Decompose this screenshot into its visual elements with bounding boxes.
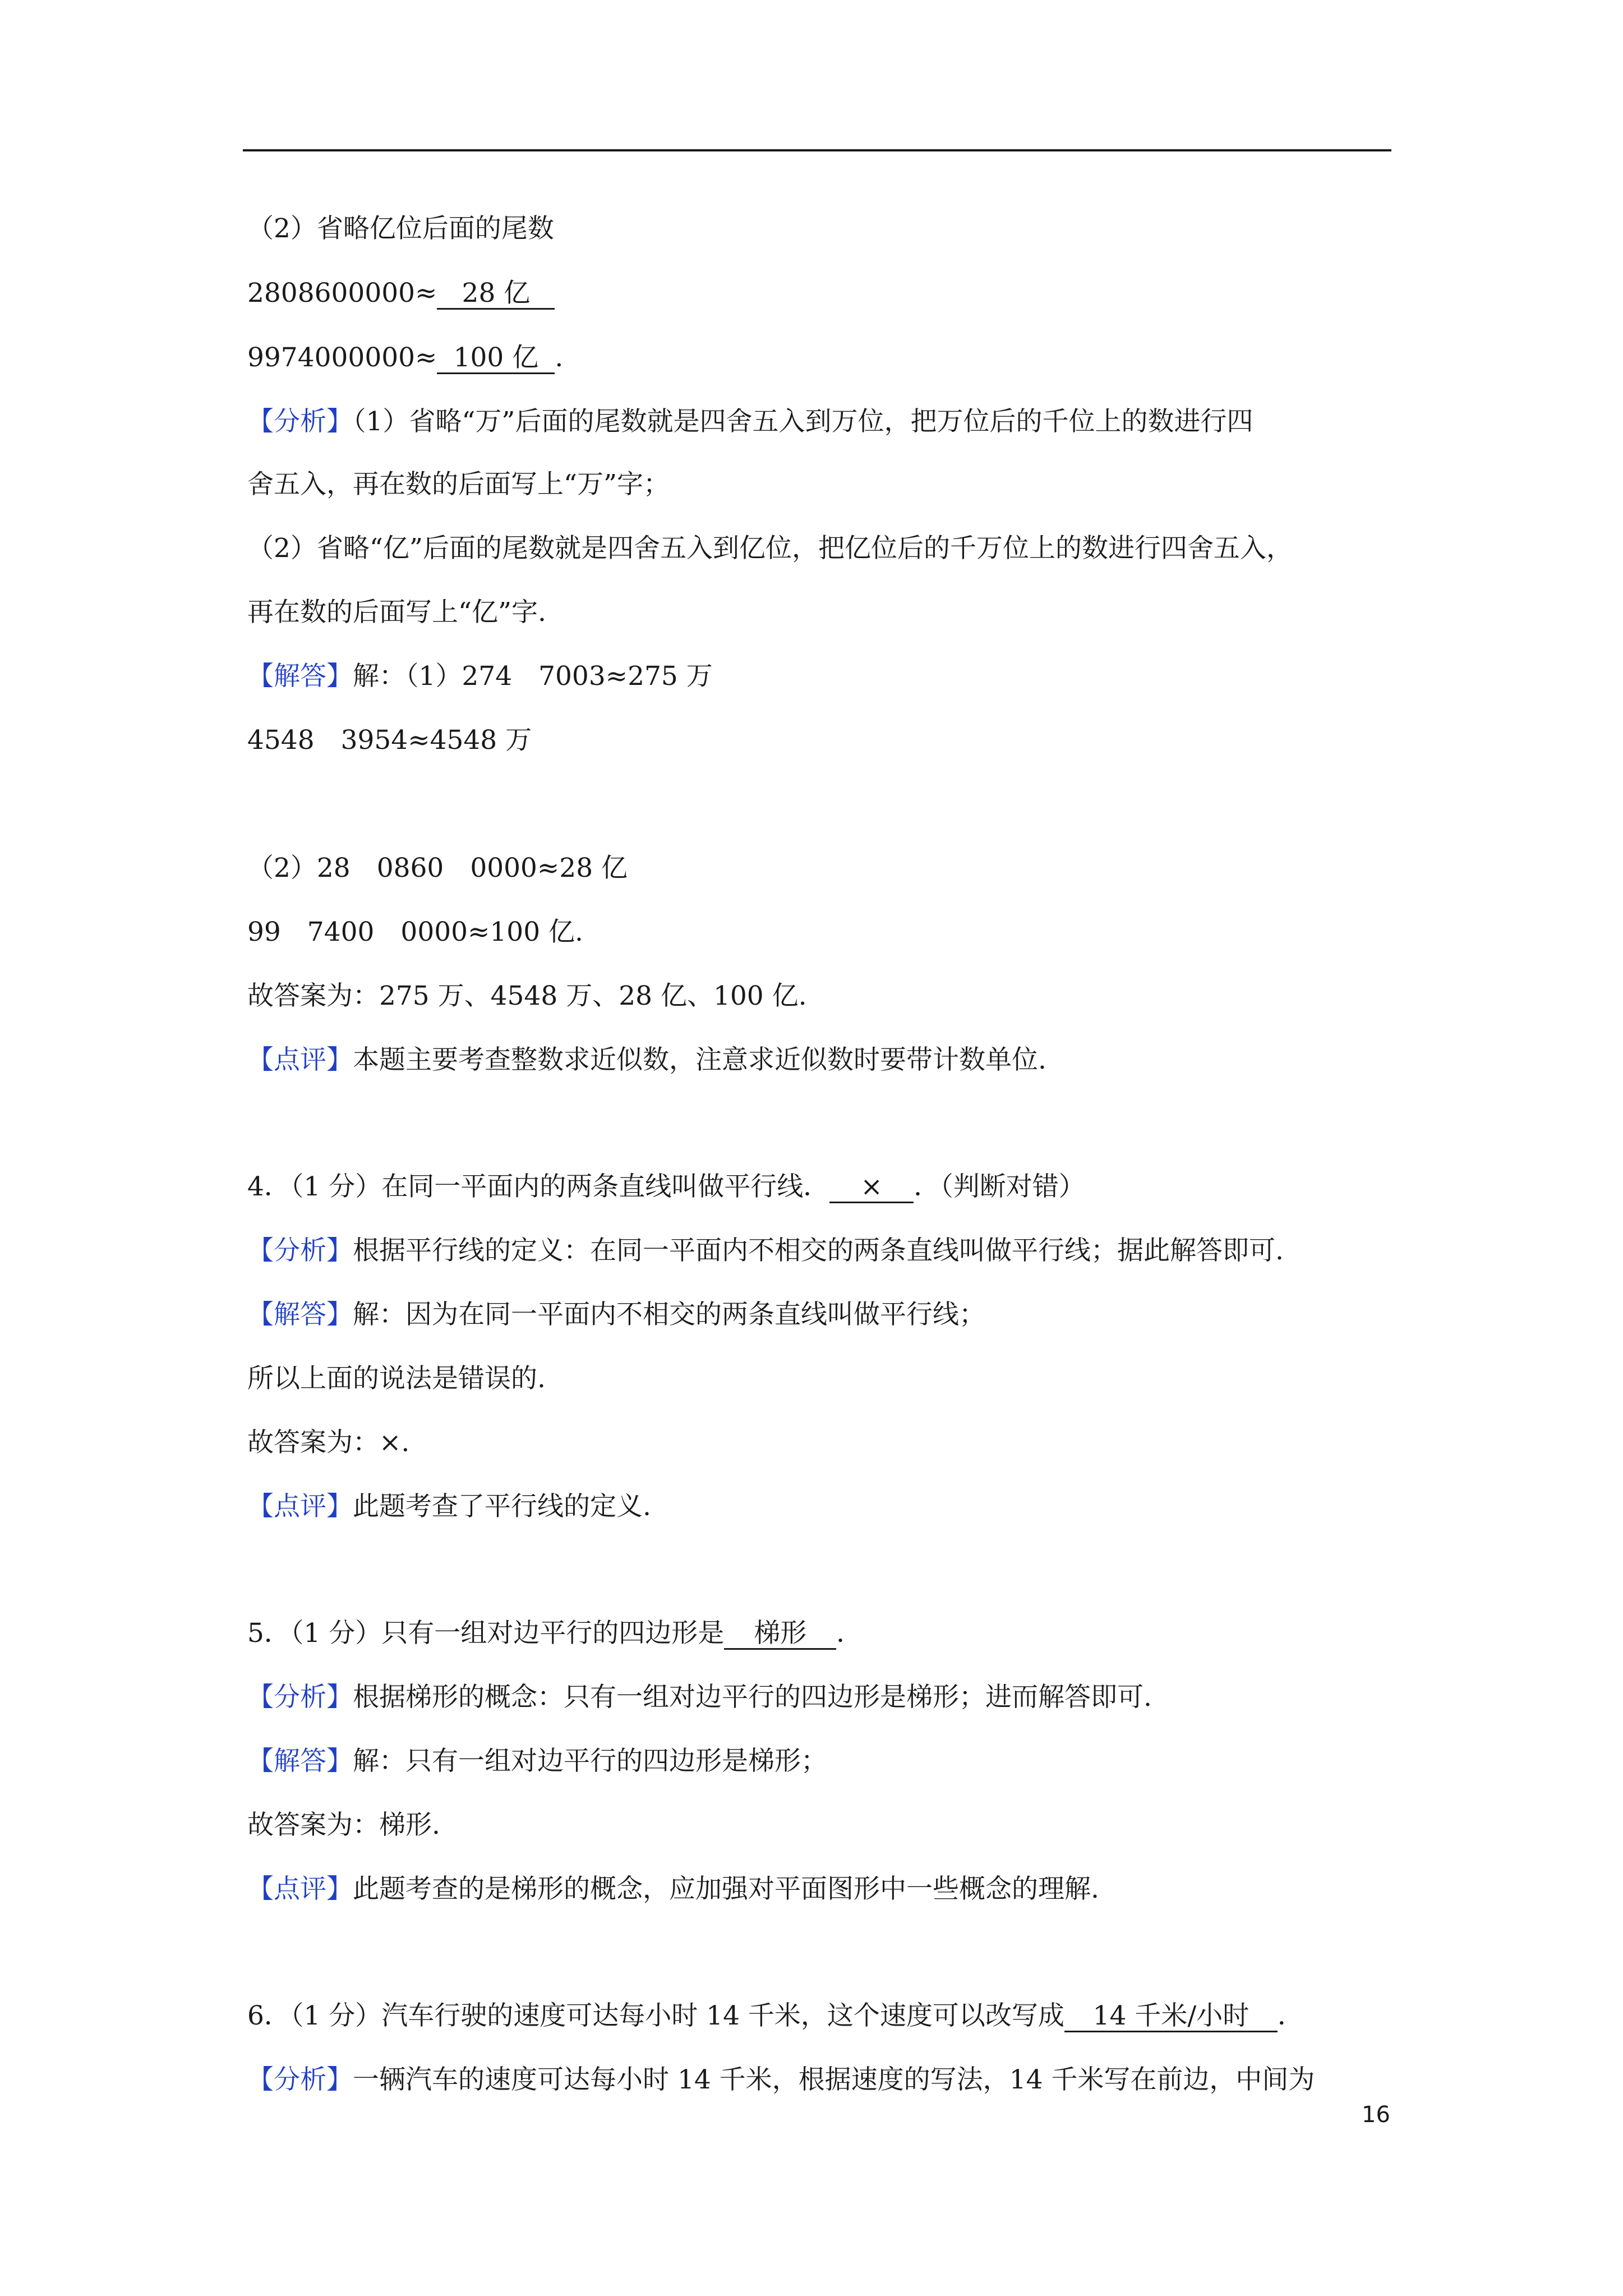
q3-analysis-cont: 舍五入，再在数的后面写上“万”字；: [247, 469, 670, 500]
q3-comment: 【点评】本题主要考查整数求近似数，注意求近似数时要带计数单位.: [247, 1045, 1046, 1075]
solution-tag: 【解答】: [247, 1746, 353, 1777]
analysis-tag: 【分析】: [247, 1682, 353, 1713]
page-number: 16: [1362, 2102, 1390, 2128]
q3-part2-item2: 9974000000≈ 100 亿 .: [247, 342, 564, 373]
q3-solution: 【解答】解：（1）274 7003≈275 万: [247, 661, 713, 692]
q5-analysis: 【分析】根据梯形的概念：只有一组对边平行的四边形是梯形；进而解答即可.: [247, 1682, 1152, 1713]
comment-tag: 【点评】: [247, 1045, 353, 1075]
q3-part2-item1: 2808600000≈ 28 亿: [247, 277, 555, 310]
q5-answer: 故答案为：梯形.: [247, 1810, 440, 1841]
q3-solution-line: （2）28 0860 0000≈28 亿: [247, 853, 628, 884]
analysis-tag: 【分析】: [247, 2064, 353, 2095]
solution-tag: 【解答】: [247, 1299, 353, 1330]
q3-answer: 故答案为：275 万、4548 万、28 亿、100 亿.: [247, 981, 807, 1011]
answer-blank: ×: [829, 1172, 914, 1203]
q5-comment: 【点评】此题考查的是梯形的概念，应加强对平面图形中一些概念的理解.: [247, 1874, 1099, 1904]
answer-blank: 14 千米/小时: [1064, 2001, 1278, 2032]
analysis-tag: 【分析】: [247, 406, 353, 437]
q4-solution: 【解答】解：因为在同一平面内不相交的两条直线叫做平行线；: [247, 1299, 985, 1330]
comment-tag: 【点评】: [247, 1874, 353, 1904]
analysis-tag: 【分析】: [247, 1235, 353, 1266]
q6-analysis: 【分析】一辆汽车的速度可达每小时 14 千米，根据速度的写法，14 千米写在前边，中间为: [247, 2064, 1315, 2095]
q3-analysis: 【分析】（1）省略“万”后面的尾数就是四舍五入到万位，把万位后的千位上的数进行四: [247, 406, 1253, 437]
q4-question: 4．（1 分）在同一平面内的两条直线叫做平行线． × ．（判断对错）: [247, 1171, 1085, 1202]
solution-tag: 【解答】: [247, 661, 353, 692]
q5-solution: 【解答】解：只有一组对边平行的四边形是梯形；: [247, 1746, 827, 1777]
q3-solution-line: 4548 3954≈4548 万: [247, 725, 532, 756]
answer-blank: 梯形: [724, 1619, 836, 1650]
q4-analysis: 【分析】根据平行线的定义：在同一平面内不相交的两条直线叫做平行线；据此解答即可.: [247, 1235, 1284, 1266]
header-rule: [243, 149, 1391, 151]
answer-blank: 100 亿: [437, 343, 555, 374]
q4-answer: 故答案为：×.: [247, 1427, 410, 1458]
q4-comment: 【点评】此题考查了平行线的定义.: [247, 1491, 651, 1522]
q6-question: 6．（1 分）汽车行驶的速度可达每小时 14 千米，这个速度可以改写成 14 千米/小时 ．: [247, 2000, 1304, 2031]
q3-analysis-2-cont: 再在数的后面写上“亿”字.: [247, 597, 546, 628]
q3-analysis-2: （2）省略“亿”后面的尾数就是四舍五入到亿位，把亿位后的千万位上的数进行四舍五入，: [247, 533, 1293, 564]
q5-question: 5．（1 分）只有一组对边平行的四边形是 梯形 ．: [247, 1618, 863, 1649]
q4-solution-line: 所以上面的说法是错误的.: [247, 1363, 546, 1394]
answer-blank: 28 亿: [437, 279, 555, 310]
q3-part2-prompt: （2）省略亿位后面的尾数: [247, 213, 554, 244]
comment-tag: 【点评】: [247, 1491, 353, 1522]
q3-solution-line: 99 7400 0000≈100 亿.: [247, 917, 583, 947]
